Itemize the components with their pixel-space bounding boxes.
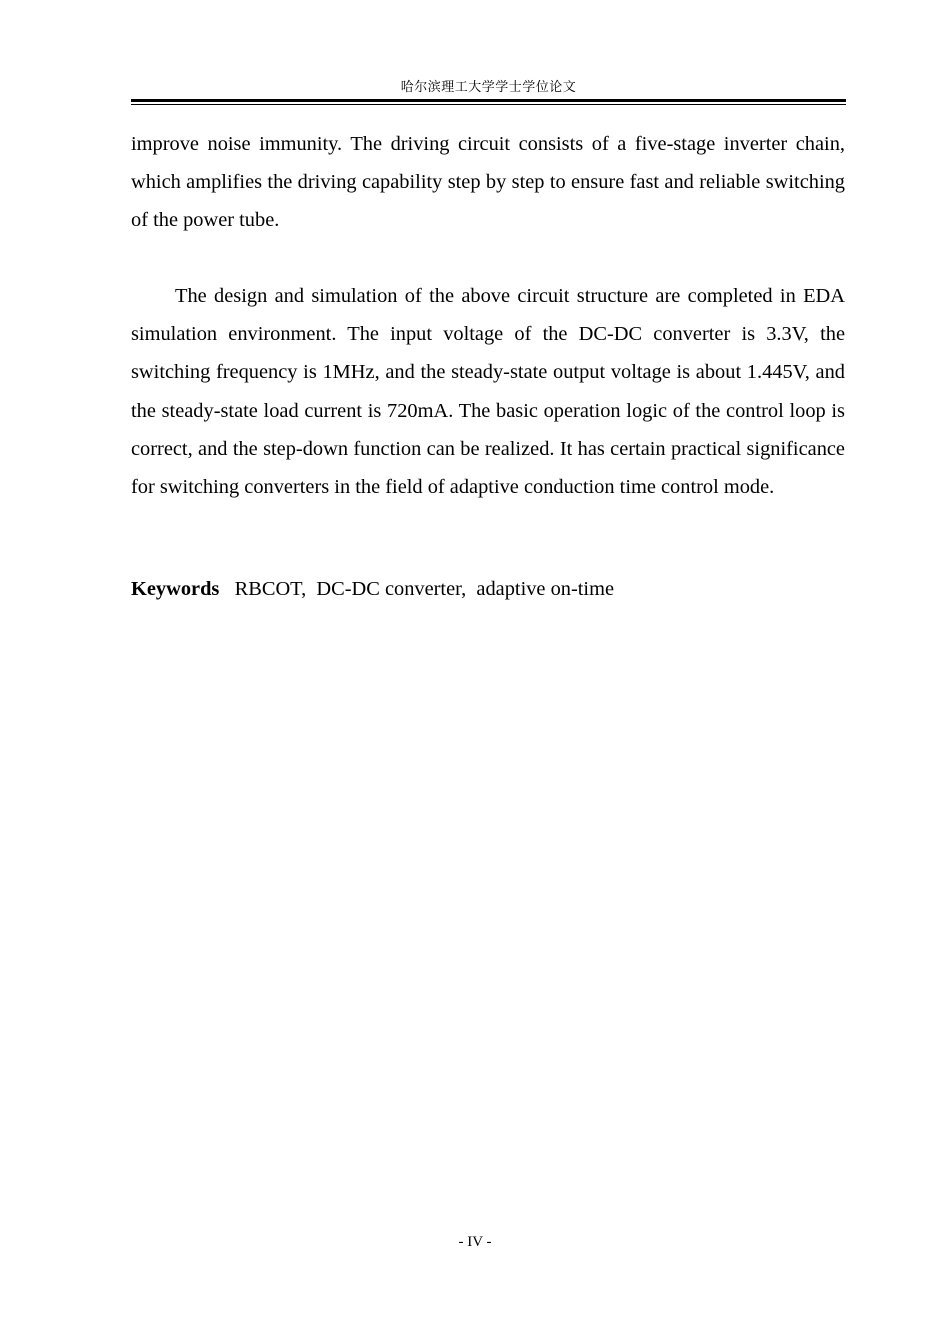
keywords-list: RBCOT, DC-DC converter, adaptive on-time <box>234 578 615 600</box>
running-header: 哈尔滨理工大学学士学位论文 <box>400 80 577 95</box>
page-number: - IV - <box>458 1234 492 1250</box>
keywords-label: Keywords <box>131 578 220 600</box>
header-rule-thin <box>131 104 846 105</box>
paragraph-continued: improve noise immunity. The driving circuit consists of a five-stage inverter chain, which amplifies the driving capability step by step to ensure fast and reliable switching of the power tube. <box>131 133 845 232</box>
keywords-line <box>131 570 845 608</box>
abstract-body <box>131 125 845 506</box>
header-rule-thick <box>131 99 846 102</box>
paragraph-design-simulation: The design and simulation of the above circuit structure are completed in EDA simulation environment. The input voltage of the DC-DC converter is 3.3V, the switching frequency is 1MHz, and the steady-state output voltage is about 1.445V, and the steady-state load current is 720mA. The basic operation logic of the control loop is correct, and the step-down function can be realized. It has certain practical significance for switching converters in the field of adaptive conduction time control mode. <box>131 285 845 498</box>
